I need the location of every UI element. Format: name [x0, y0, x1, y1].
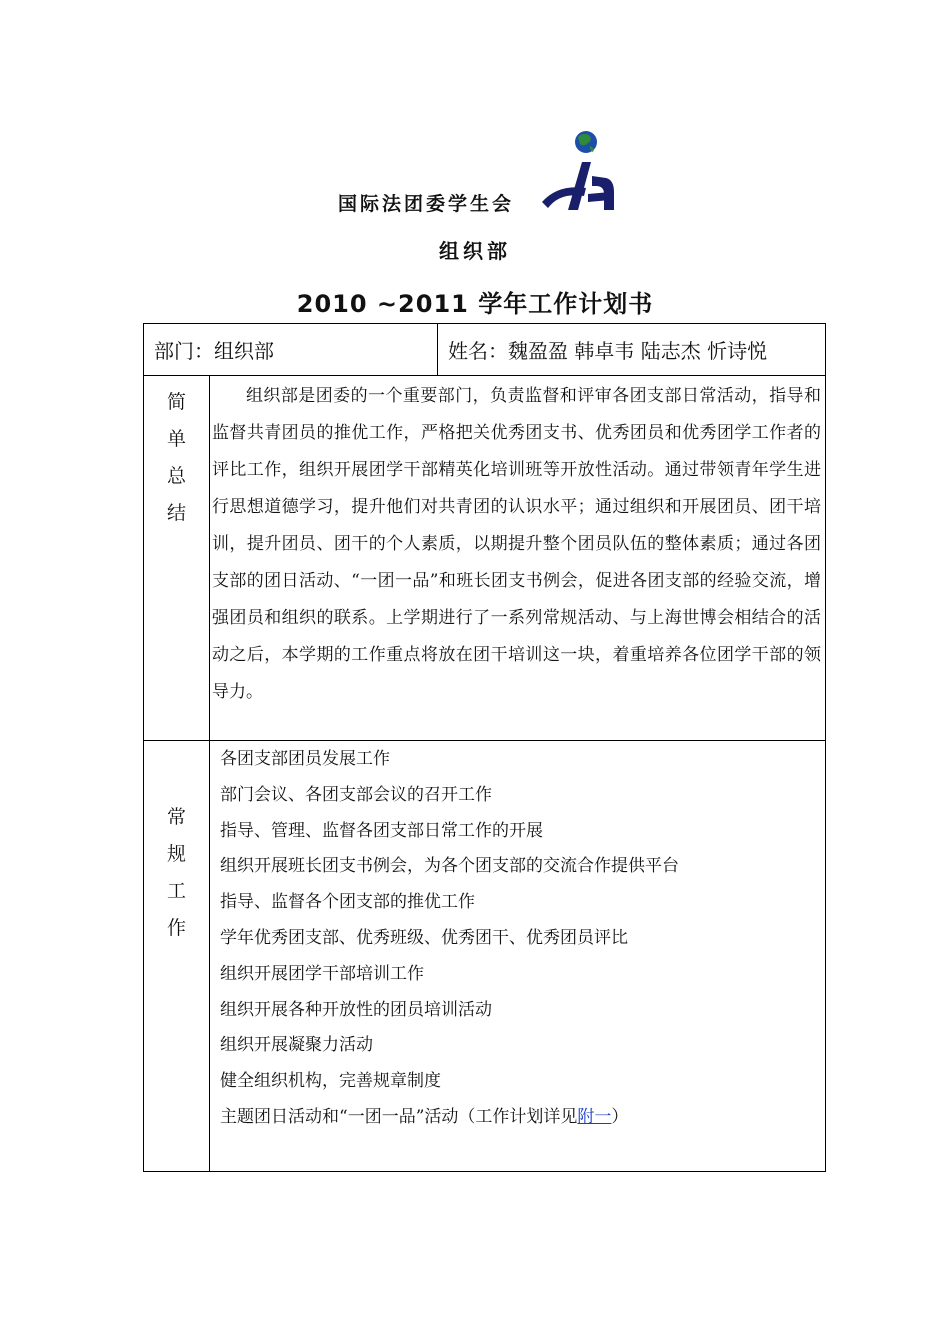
info-row — [144, 324, 826, 376]
names-cell: 姓名：魏盈盈 韩卓韦 陆志杰 忻诗悦 — [438, 324, 826, 376]
summary-text-block — [210, 376, 825, 740]
summary-label — [144, 376, 210, 741]
summary-paragraph: 组织部是团委的一个重要部门，负责监督和评审各团支部日常活动，指导和监督共青团员的推优工作，严格把关优秀团支书、优秀团员和优秀团学工作者的评比工作，组织开展团学干部精英化培训班等开放性活动。通过带领青年学生进行思想道德学习，提升他们对共青团的认识水平；通过组织和开展团员、团干培训，提升团员、团干的个人素质，以期提升整个团员队伍的整体素质；通过各团支部的团日活动、“一团一品”和班长团支书例会，促进各团支部的经验交流，增强团员和组织的联系。上学期进行了一系列常规活动、与上海世博会相结合的活动之后，本学期的工作重点将放在团干培训这一块，着重培养各位团学干部的领导力。 — [212, 386, 821, 702]
summary-label-char: 单 — [166, 428, 186, 450]
routine-item: 组织开展各种开放性的团员培训活动 — [220, 999, 492, 1020]
routine-row — [144, 741, 826, 1172]
routine-item: 部门会议、各团支部会议的召开工作 — [220, 784, 492, 805]
summary-label-char: 简 — [166, 391, 186, 413]
plan-title-years: 2010 ~2011 — [296, 290, 469, 318]
summary-label-char: 结 — [166, 502, 186, 524]
work-plan-table — [143, 323, 826, 1172]
routine-item-tail: ） — [611, 1106, 629, 1127]
routine-item: 组织开展班长团支书例会，为各个团支部的交流合作提供平台 — [220, 856, 679, 877]
ia-globe-logo-icon — [538, 128, 620, 212]
routine-label-char: 作 — [166, 917, 186, 939]
routine-item: 指导、管理、监督各团支部日常工作的开展 — [220, 820, 543, 841]
routine-item: 学年优秀团支部、优秀班级、优秀团干、优秀团员评比 — [220, 927, 628, 948]
department-cell: 部门：组织部 — [144, 324, 438, 376]
document-header — [0, 0, 950, 320]
routine-list — [210, 741, 825, 1136]
routine-item-last — [220, 1100, 825, 1136]
plan-title-text: 学年工作计划书 — [478, 289, 654, 318]
routine-item-text: 主题团日活动和“一团一品”活动（工作计划详见 — [220, 1106, 578, 1127]
summary-row — [144, 376, 826, 741]
routine-label-char: 规 — [166, 843, 186, 865]
summary-content-cell — [210, 376, 826, 741]
routine-item: 组织开展团学干部培训工作 — [220, 963, 424, 984]
routine-label-char: 工 — [166, 880, 186, 902]
routine-label — [144, 741, 210, 1172]
routine-item: 指导、监督各个团支部的推优工作 — [220, 892, 475, 913]
summary-label-char: 总 — [166, 465, 186, 487]
routine-item: 各团支部团员发展工作 — [220, 749, 390, 769]
appendix-one-link[interactable]: 附一 — [577, 1106, 612, 1127]
routine-item: 组织开展凝聚力活动 — [220, 1035, 373, 1056]
routine-content-cell — [210, 741, 826, 1172]
routine-item: 健全组织机构，完善规章制度 — [220, 1071, 441, 1092]
routine-label-char: 常 — [166, 806, 186, 828]
plan-title — [0, 284, 950, 319]
dept-name: 组织部 — [439, 239, 511, 263]
org-name: 国际法团委学生会 — [338, 193, 515, 215]
